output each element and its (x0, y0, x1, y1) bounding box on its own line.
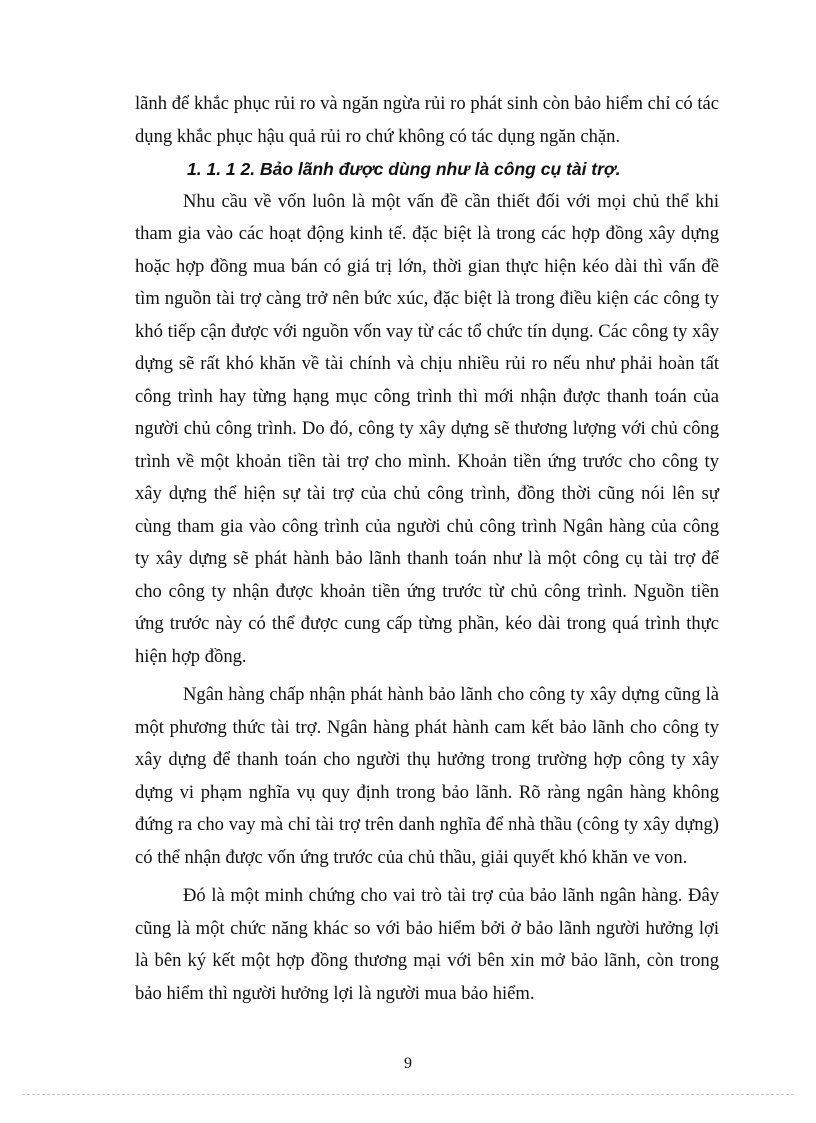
page-number: 9 (404, 1055, 412, 1072)
continuation-paragraph: lãnh để khắc phục rủi ro và ngăn ngừa rủi ro phát sinh còn bảo hiểm chỉ có tác dụng khắc phục hậu quả rủi ro chứ không có tác dụng ngăn chặn. (135, 93, 719, 147)
paragraph-1: Nhu cầu về vốn luôn là một vấn đề cần thiết đối với mọi chủ thể khi tham gia vào các hoạt động kinh tế. đặc biệt là trong các hợp đồng xây dựng hoặc hợp đồng mua bán có giá trị lớn, thời gian thực hiện kéo dài thì vấn đề tìm nguồn tài trợ càng trở nên bức xúc, đặc biệt là trong điều kiện các công ty khó tiếp cận được với nguồn vốn vay từ các tổ chức tín dụng. Các công ty xây dựng sẽ rất khó khăn về tài chính và chịu nhiều rủi ro nếu như phải hoàn tất công trình hay từng hạng mục công trình thì mới nhận được thanh toán của người chủ công trình. Do đó, công ty xây dựng sẽ thương lượng với chủ công trình về một khoản tiền tài trợ cho mình. Khoản tiền ứng trước cho công ty xây dựng thể hiện sự tài trợ của chủ công trình, đồng thời cũng nói lên sự cùng tham gia vào công trình của người chủ công trình Ngân hàng của công ty xây dựng sẽ phát hành bảo lãnh thanh toán như là một công cụ tài trợ để cho công ty nhận được khoản tiền ứng trước từ chủ công trình. Nguồn tiền ứng trước này có thể được cung cấp từng phần, kéo dài trong quá trình thực hiện hợp đồng. (135, 190, 719, 667)
body-text (135, 88, 719, 1010)
page-bottom-divider (22, 1094, 794, 1095)
paragraph-3: Đó là một minh chứng cho vai trò tài trợ của bảo lãnh ngân hàng. Đây cũng là một chức năng khác so với bảo hiểm bởi ở bảo lãnh người hưởng lợi là bên ký kết một hợp đồng thương mại với bên xin mở bảo lãnh, còn trong bảo hiểm thì người hưởng lợi là người mua bảo hiểm. (135, 885, 719, 1004)
paragraph-2: Ngân hàng chấp nhận phát hành bảo lãnh cho công ty xây dựng cũng là một phương thức tài trợ. Ngân hàng phát hành cam kết bảo lãnh cho công ty xây dựng để thanh toán cho người thụ hưởng trong trường hợp công ty xây dựng vi phạm nghĩa vụ quy định trong bảo lãnh. Rõ ràng ngân hàng không đứng ra cho vay mà chỉ tài trợ trên danh nghĩa để nhà thầu (công ty xây dựng) có thể nhận được vốn ứng trước của chủ thầu, giải quyết khó khăn ve von. (135, 684, 719, 868)
section-heading: 1. 1. 1 2. Bảo lãnh được dùng như là công cụ tài trợ. (187, 159, 621, 179)
